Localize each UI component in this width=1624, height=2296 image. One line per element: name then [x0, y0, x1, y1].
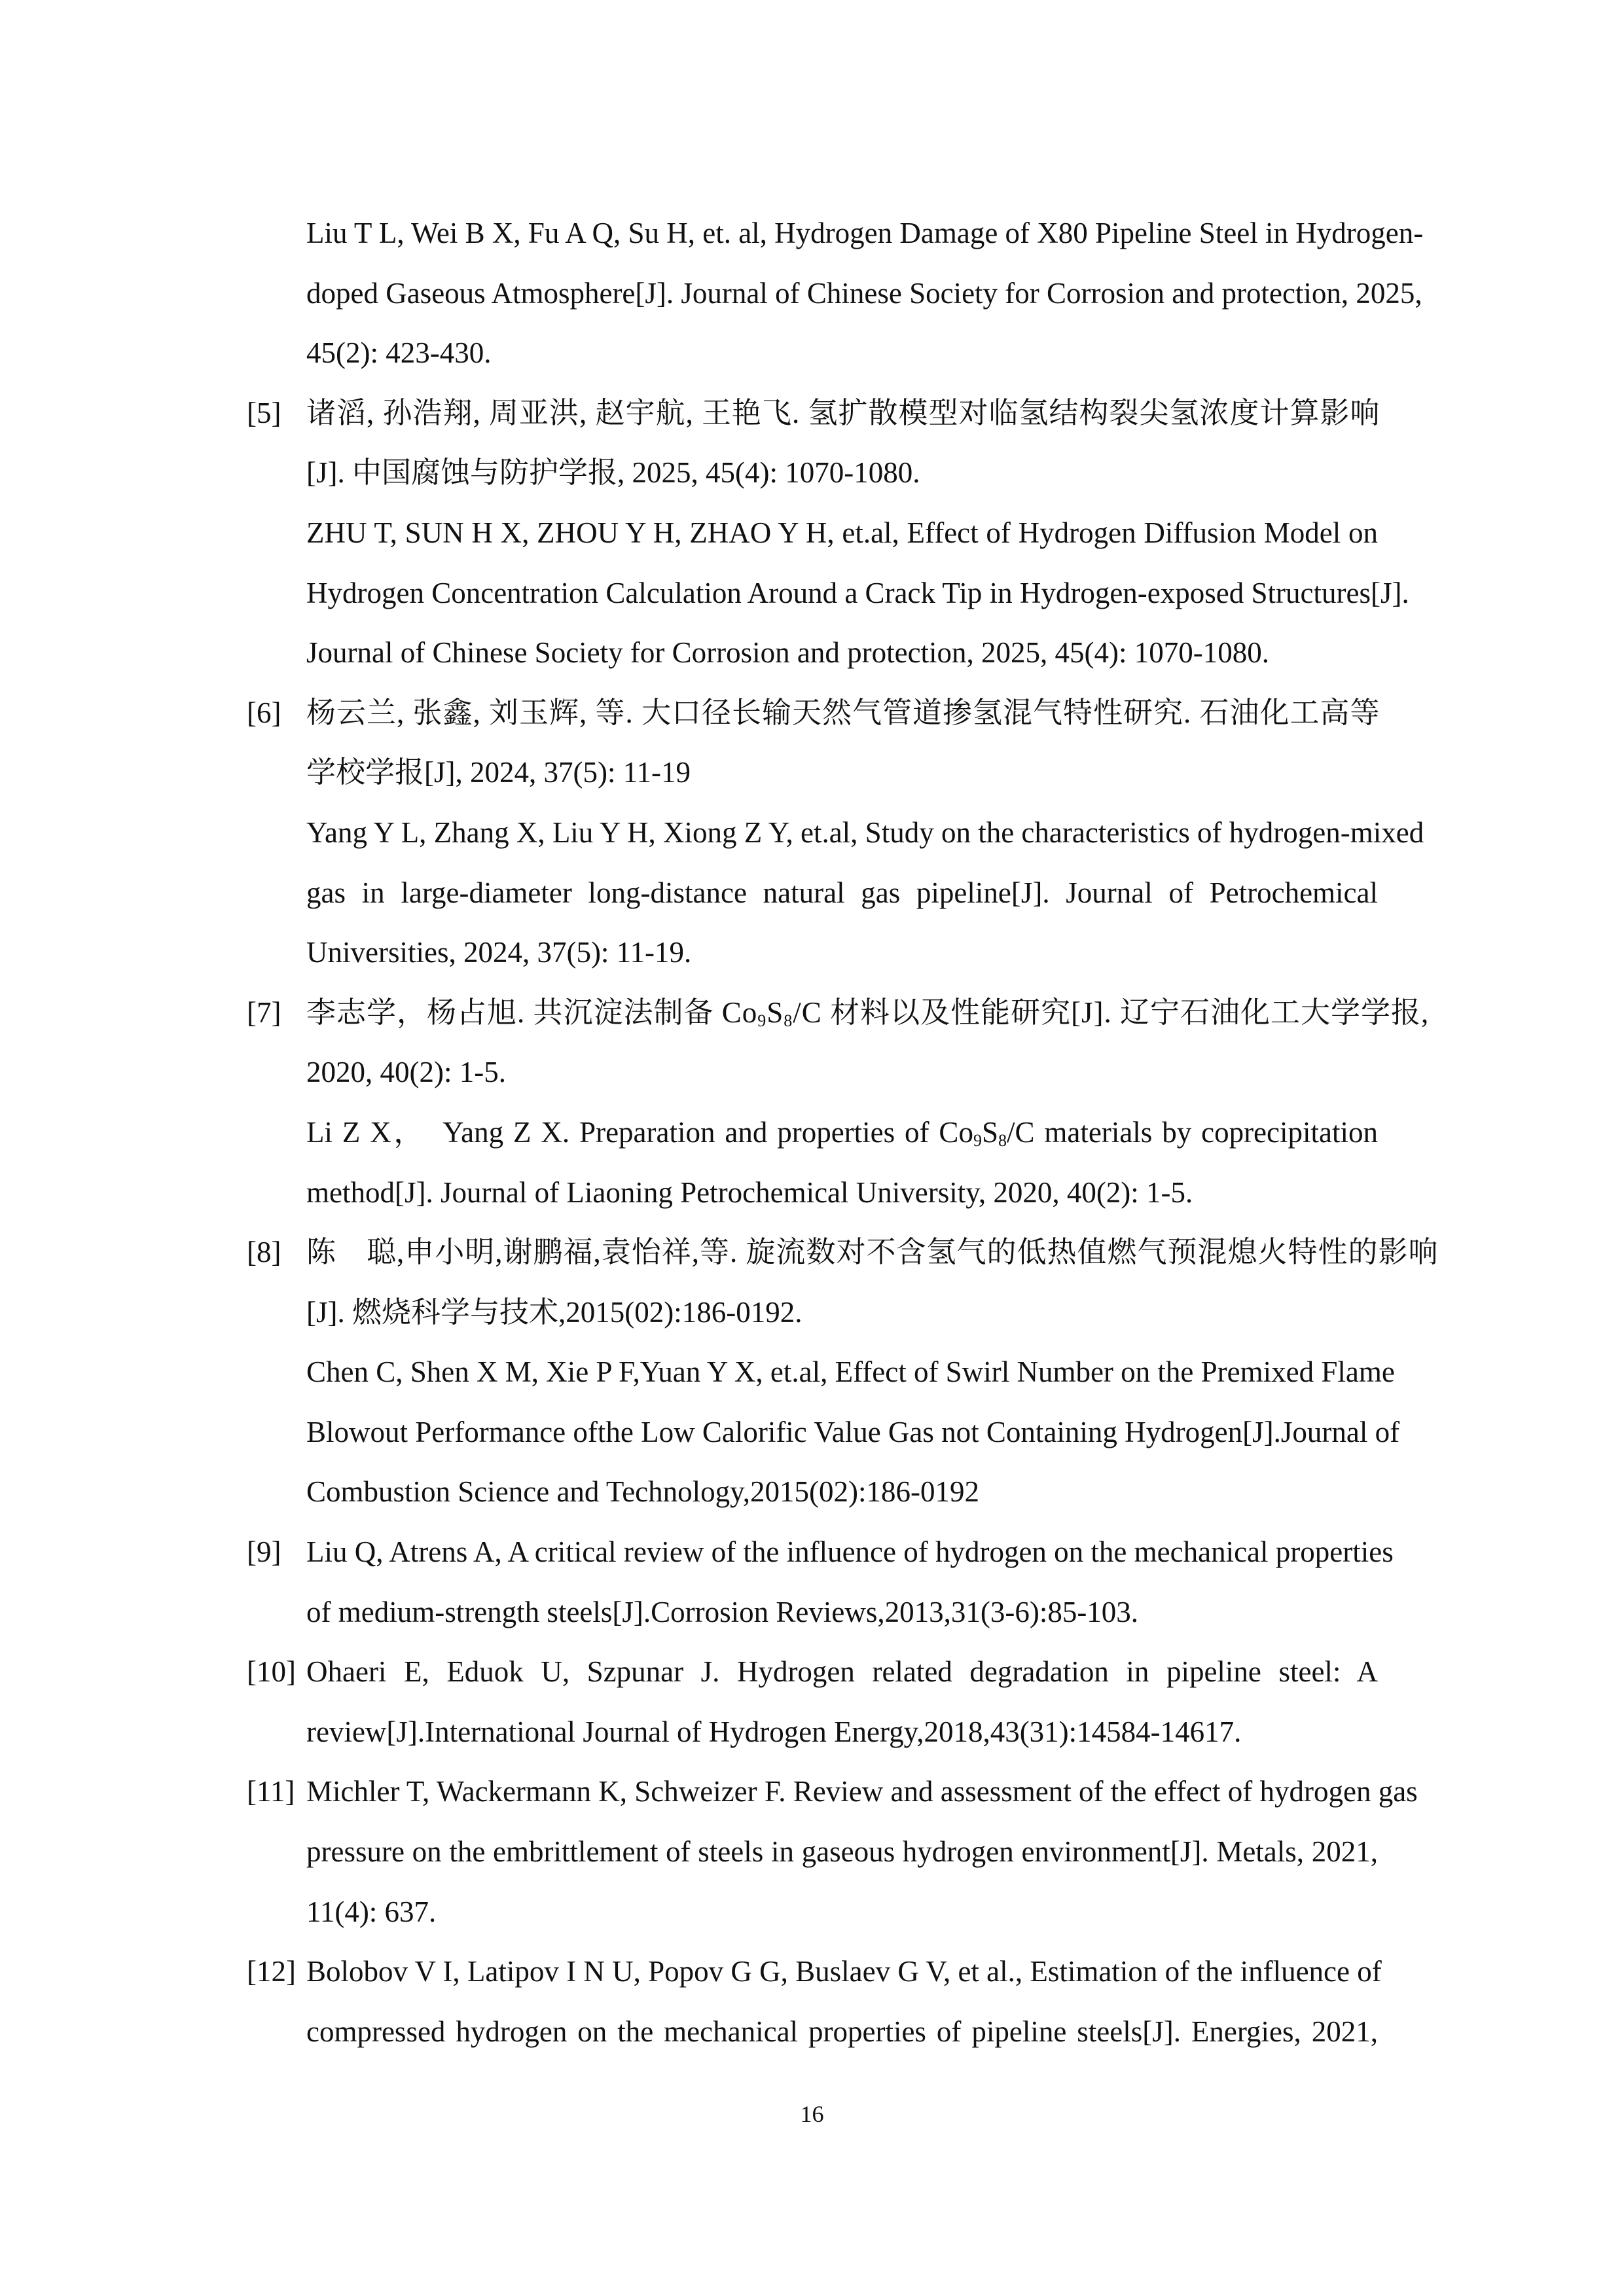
reference-line: doped Gaseous Atmosphere[J]. Journal of Chinese Society for Corrosion and protection, 2025, — [306, 276, 1422, 310]
reference-line: ZHU T, SUN H X, ZHOU Y H, ZHAO Y H, et.al, Effect of Hydrogen Diffusion Model on — [306, 516, 1378, 549]
reference-line: 陈 聪,申小明,谢鹏福,袁怡祥,等. 旋流数对不含氢气的低热值燃气预混熄火特性的影响 — [306, 1236, 1439, 1269]
reference-item-9 — [247, 1522, 1394, 1642]
reference-line: Chen C, Shen X M, Xie P F,Yuan Y X, et.al, Effect of Swirl Number on the Premixed Flame — [306, 1355, 1395, 1389]
reference-line: Ohaeri E, Eduok U, Szpunar J. Hydrogen related degradation in pipeline steel: A — [306, 1655, 1378, 1689]
reference-label: [8] — [247, 1236, 281, 1269]
reference-item-5 — [247, 384, 1409, 683]
reference-item-11 — [247, 1762, 1418, 1942]
reference-line: compressed hydrogen on the mechanical properties of pipeline steels[J]. Energies, 2021, — [306, 2015, 1378, 2048]
reference-label: [5] — [247, 396, 281, 429]
reference-line: pressure on the embrittlement of steels in gaseous hydrogen environment[J]. Metals, 2021, — [306, 1835, 1378, 1869]
reference-list — [247, 204, 1439, 2062]
reference-line: 学校学报[J], 2024, 37(5): 11-19 — [306, 756, 691, 789]
reference-line: Journal of Chinese Society for Corrosion and protection, 2025, 45(4): 1070-1080. — [306, 636, 1270, 670]
reference-item-12 — [247, 1942, 1382, 2062]
reference-line: Liu Q, Atrens A, A critical review of the influence of hydrogen on the mechanical properties — [306, 1535, 1394, 1569]
reference-line: Combustion Science and Technology,2015(02):186-0192 — [306, 1475, 979, 1509]
reference-label: [12] — [247, 1955, 296, 1988]
reference-item-4-continued — [247, 204, 1424, 384]
reference-line: Li Z X， Yang Z X. Preparation and properties of $Co_9S_8/C$ materials by coprecipitation — [306, 1115, 1378, 1150]
reference-item-8 — [247, 1223, 1439, 1522]
reference-line: review[J].International Journal of Hydrogen Energy,2018,43(31):14584-14617. — [306, 1715, 1242, 1748]
reference-line: of medium-strength steels[J].Corrosion Reviews,2013,31(3-6):85-103. — [306, 1595, 1139, 1628]
reference-label: [10] — [247, 1655, 296, 1689]
reference-line: method[J]. Journal of Liaoning Petrochemical University, 2020, 40(2): 1-5. — [306, 1175, 1193, 1209]
reference-line: Universities, 2024, 37(5): 11-19. — [306, 936, 692, 969]
reference-line: 45(2): 423-430. — [306, 336, 492, 370]
reference-item-10 — [247, 1642, 1379, 1762]
reference-line: Bolobov V I, Latipov I N U, Popov G G, Buslaev G V, et al., Estimation of the influence of — [306, 1955, 1382, 1988]
reference-line: Blowout Performance ofthe Low Calorific Value Gas not Containing Hydrogen[J].Journal of — [306, 1415, 1400, 1448]
reference-line: 诸滔, 孙浩翔, 周亚洪, 赵宇航, 王艳飞. 氢扩散模型对临氢结构裂尖氢浓度计算影响 — [306, 396, 1380, 429]
reference-item-6 — [247, 683, 1424, 983]
reference-line: gas in large-diameter long-distance natural gas pipeline[J]. Journal of Petrochemical — [306, 876, 1378, 909]
reference-line: 11(4): 637. — [306, 1895, 437, 1928]
reference-line: Yang Y L, Zhang X, Liu Y H, Xiong Z Y, et.al, Study on the characteristics of hydrogen-mixed — [306, 816, 1424, 849]
reference-line: Michler T, Wackermann K, Schweizer F. Review and assessment of the effect of hydrogen gas — [306, 1775, 1418, 1808]
reference-line: Liu T L, Wei B X, Fu A Q, Su H, et. al, Hydrogen Damage of X80 Pipeline Steel in Hydrogen- — [306, 217, 1424, 249]
page-number: 16 — [800, 2101, 824, 2127]
reference-label: [7] — [247, 996, 281, 1029]
reference-label: [11] — [247, 1775, 295, 1808]
reference-item-7 — [247, 983, 1430, 1223]
reference-line: [J]. 燃烧科学与技术,2015(02):186-0192. — [306, 1295, 803, 1329]
reference-line: 2020, 40(2): 1-5. — [306, 1056, 506, 1089]
reference-line: 李志学，杨占旭. 共沉淀法制备 $Co_9S_8/C$ 材料以及性能研究[J]. 辽宁石油化工大学学报, — [306, 996, 1430, 1030]
reference-label: [6] — [247, 696, 281, 729]
reference-line: Hydrogen Concentration Calculation Around a Crack Tip in Hydrogen-exposed Structures[J]. — [306, 576, 1409, 609]
reference-label: [9] — [247, 1535, 281, 1569]
reference-line: 杨云兰, 张鑫, 刘玉辉, 等. 大口径长输天然气管道掺氢混气特性研究. 石油化工高等 — [306, 696, 1380, 729]
reference-line: [J]. 中国腐蚀与防护学报, 2025, 45(4): 1070-1080. — [306, 456, 920, 490]
